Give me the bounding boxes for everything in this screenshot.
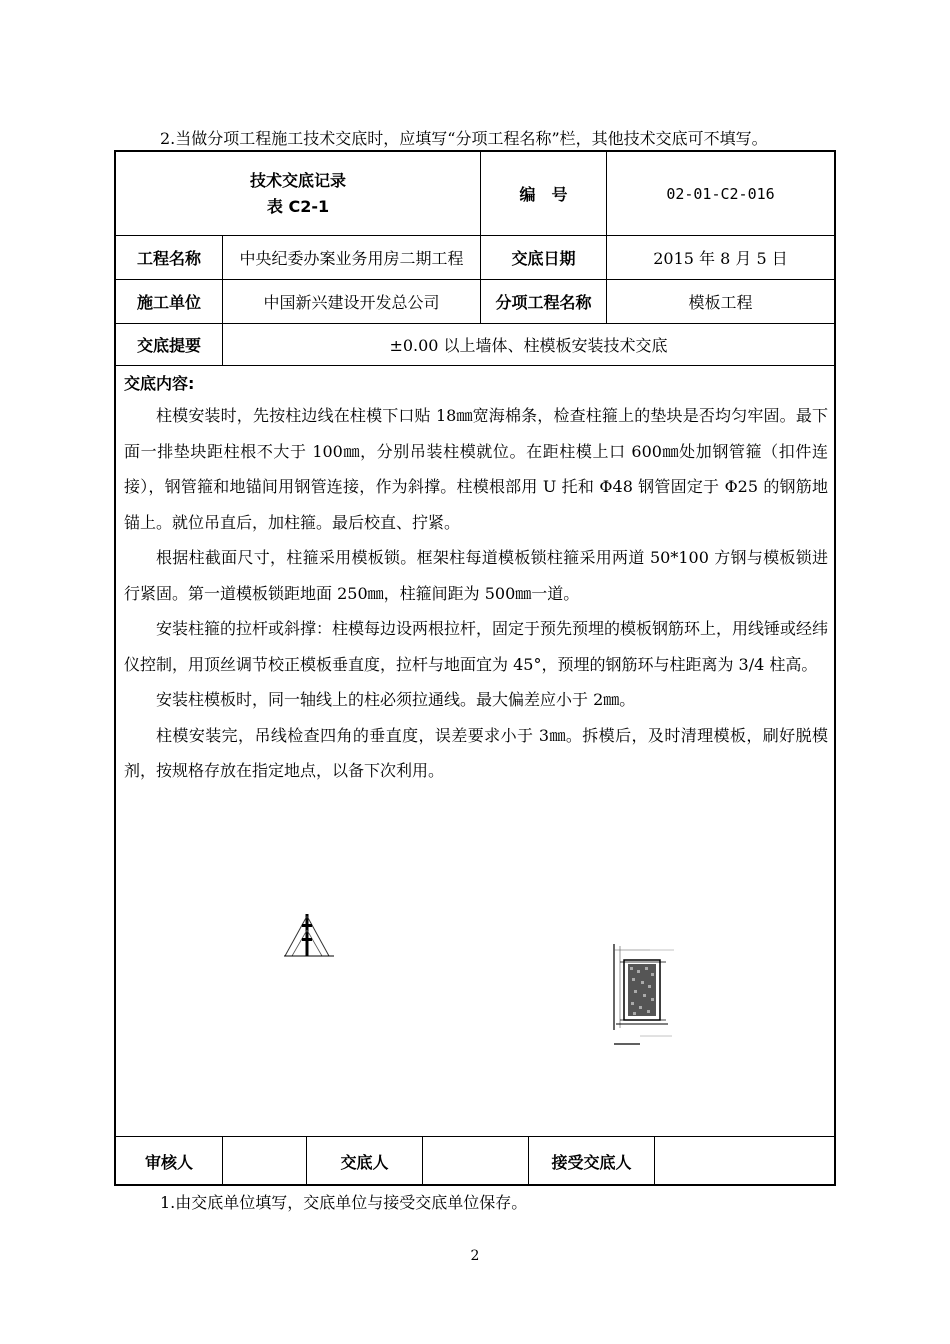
content-label: 交底内容: <box>124 374 195 393</box>
number-label: 编 号 <box>480 152 606 235</box>
summary-label: 交底提要 <box>136 336 201 355</box>
top-note: 2.当做分项工程施工技术交底时，应填写“分项工程名称”栏，其他技术交底可不填写。 <box>160 129 768 148</box>
contractor: 中国新兴建设开发总公司 <box>222 280 480 323</box>
column-brace-sketch <box>282 910 338 958</box>
subproject: 模板工程 <box>606 280 834 323</box>
bottom-note: 1.由交底单位填写，交底单位与接受交底单位保存。 <box>160 1193 528 1212</box>
date-label: 交底日期 <box>480 236 606 279</box>
reviewer-field <box>222 1137 306 1185</box>
signature-row <box>116 1136 834 1185</box>
content-paragraph: 根据柱截面尺寸，柱箍采用模板锁。框架柱每道模板锁柱箍采用两道 50*100 方钢与模板锁进行紧固。第一道模板锁距地面 250㎜，柱箍间距为 500㎜一道。 <box>124 548 828 603</box>
project-row <box>116 236 834 280</box>
form-title-line1: 技术交底记录 <box>249 170 346 190</box>
discloser-label: 交底人 <box>306 1137 422 1185</box>
receiver-label: 接受交底人 <box>528 1137 654 1185</box>
content-paragraph: 安装柱模板时，同一轴线上的柱必须拉通线。最大偏差应小于 2㎜。 <box>156 690 636 709</box>
contractor-label: 施工单位 <box>136 293 201 312</box>
project-name: 中央纪委办案业务用房二期工程 <box>222 236 480 279</box>
summary-row <box>116 324 834 366</box>
disclosure-form <box>114 150 836 1186</box>
title-row <box>116 152 834 236</box>
column-formwork-plan-sketch <box>610 940 692 1052</box>
subproject-label: 分项工程名称 <box>480 280 606 323</box>
summary: ±0.00 以上墙体、柱模板安装技术交底 <box>222 324 834 365</box>
contractor-row <box>116 280 834 324</box>
receiver-field <box>654 1137 834 1185</box>
project-name-label: 工程名称 <box>136 249 201 268</box>
number-value: 02-01-C2-016 <box>606 152 834 235</box>
reviewer-label: 审核人 <box>144 1152 193 1172</box>
page-number: 2 <box>470 1248 480 1264</box>
form-title-line2: 表 C2-1 <box>266 196 330 216</box>
discloser-field <box>422 1137 528 1185</box>
date-value: 2015 年 8 月 5 日 <box>606 236 834 279</box>
content-paragraph: 安装柱箍的拉杆或斜撑：柱模每边设两根拉杆，固定于预先预埋的模板钢筋环上，用线锤或经纬仪控制，用顶丝调节校正模板垂直度，拉杆与地面宜为 45°，预埋的钢筋环与柱距离为 3/4 柱高。 <box>124 619 829 674</box>
content-paragraph: 柱模安装时，先按柱边线在柱模下口贴 18㎜宽海棉条，检查柱箍上的垫块是否均匀牢固。最下面一排垫块距柱根不大于 100㎜，分别吊装柱模就位。在距柱模上口 600㎜处加钢管箍（扣件连接），钢管箍和地锚间用钢管连接，作为斜撑。柱模根部用 U 托和 Φ48 钢管固定于 Φ25 的钢筋地锚上。就位吊直后，加柱箍。最后校直、拧紧。 <box>124 406 828 532</box>
form-title <box>116 152 480 235</box>
content-paragraph: 柱模安装完，吊线检查四角的垂直度，误差要求小于 3㎜。拆模后，及时清理模板，刷好脱模剂，按规格存放在指定地点，以备下次利用。 <box>124 725 828 780</box>
content-body <box>124 398 828 789</box>
